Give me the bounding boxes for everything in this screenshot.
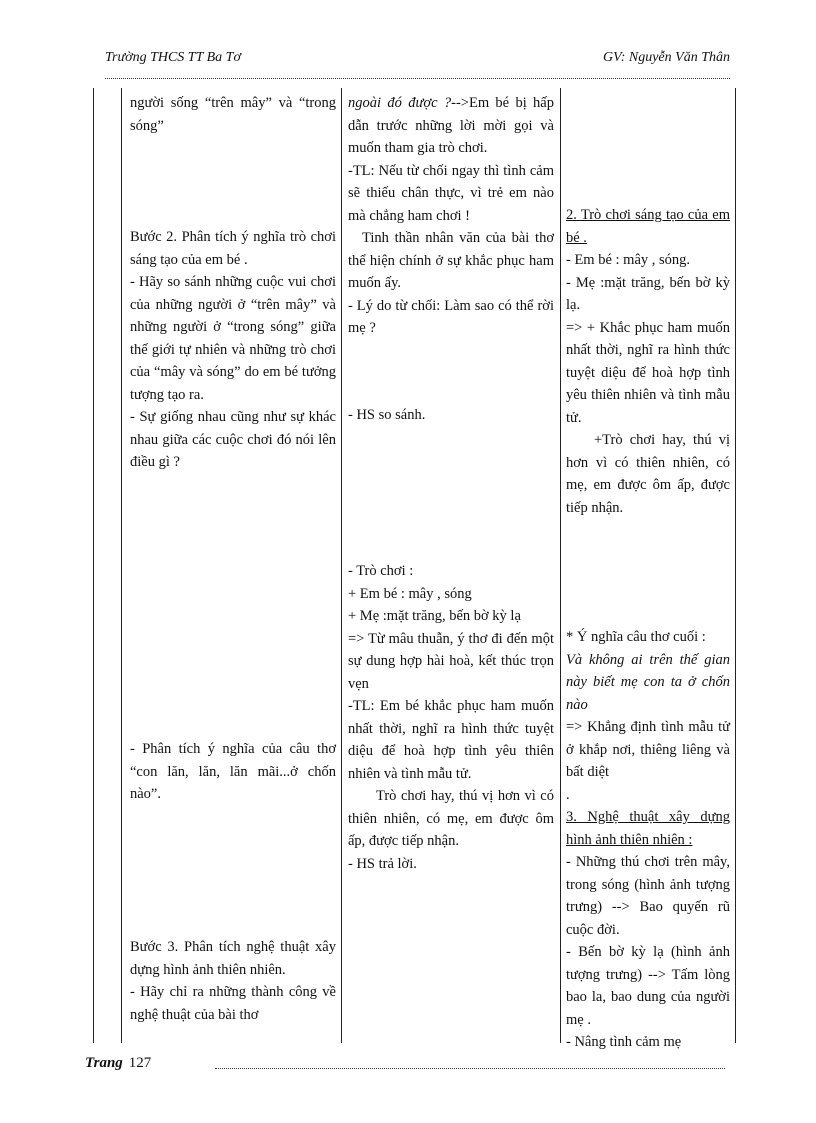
poem-quote: Và không ai trên thế gian này biết mẹ con ta ở chốn nào [566, 651, 730, 713]
page-number: 127 [128, 1055, 152, 1071]
content-text: => + Khắc phục ham muốn nhất thời, nghĩ ra hình thức tuyệt diệu để hoà hợp tình yêu thiên nhiên và tình mẫu tử. [566, 319, 730, 426]
section-heading: 2. Trò chơi sáng tạo của em bé . [566, 207, 730, 246]
page-footer [85, 1055, 151, 1072]
student-text: - HS so sánh. [348, 407, 426, 423]
student-text: -->Em bé bị hấp dẫn trước những lời mời gọi và muốn tham gia trò chơi. [348, 95, 554, 156]
table-divider-2 [341, 88, 342, 1043]
student-text: - Trò chơi : [348, 563, 414, 579]
teacher-text: người sống “trên mây” và “trong sóng” [130, 95, 336, 134]
footer-dotted-line [215, 1068, 725, 1069]
student-text: - HS trả lời. [348, 855, 417, 872]
student-activity-column [348, 92, 554, 340]
student-text: -TL: Nếu từ chối ngay thì tình cảm sẽ thiếu chân thực, vì trẻ em nào mà chẳng ham chơi ! [348, 162, 554, 224]
table-divider-3 [560, 88, 561, 1043]
student-text: + Em bé : mây , sóng [348, 585, 472, 602]
student-text [348, 92, 554, 160]
teacher-text: - Hãy chỉ ra những thành công về nghệ thuật của bài thơ [130, 984, 336, 1023]
page-header [105, 50, 730, 72]
teacher-step-3 [130, 936, 336, 1026]
content-text: . [566, 786, 570, 803]
student-text: - Lý do từ chối: Làm sao có thể rời mẹ ? [348, 297, 554, 336]
content-text: - Những thú chơi trên mây, trong sóng (hình ảnh tượng trưng) --> Bao quyến rũ cuộc đời. [566, 854, 730, 938]
table-border-right [735, 88, 736, 1043]
teacher-text: - Sự giống nhau cũng như sự khác nhau giữa các cuộc chơi đó nói lên điều gì ? [130, 409, 336, 470]
content-text: - Mẹ :mặt trăng, bến bờ kỳ lạ. [566, 274, 730, 313]
student-text: => Từ mâu thuẫn, ý thơ đi đến một sự dung hợp hài hoà, kết thúc trọn vẹn [348, 630, 554, 692]
teacher-name: GV: Nguyễn Văn Thân [602, 50, 730, 65]
table-border-left [93, 88, 94, 1043]
teacher-text: - Hãy so sánh những cuộc vui chơi của những người ở “trên mây” và những người ở “trong sóng” giữa thế giới tự nhiên và những trò chơi của “mây và sóng” do em bé tưởng tượng tạo ra. [130, 274, 336, 403]
student-text: + Mẹ :mặt trăng, bến bờ kỳ lạ [348, 608, 521, 624]
page-label: Trang [85, 1055, 123, 1071]
teacher-step-2 [130, 226, 336, 474]
content-text: - Em bé : mây , sóng. [566, 252, 691, 268]
teacher-text: - Phân tích ý nghĩa của câu thơ “con lăn, lăn, lăn mãi...ở chốn nào”. [130, 741, 336, 802]
student-compare [348, 404, 554, 427]
content-poem-meaning [566, 626, 730, 1054]
content-text: +Trò chơi hay, thú vị hơn vì có thiên nhiên, có mẹ, em được ôm ấp, được tiếp nhận. [566, 432, 730, 516]
student-text: -TL: Em bé khắc phục ham muốn nhất thời, nghĩ ra hình thức tuyệt diệu để hoà hợp tình yêu thiên nhiên và tình mẫu tử. [348, 698, 554, 782]
content-column [566, 204, 730, 519]
teacher-text: Bước 2. Phân tích ý nghĩa trò chơi sáng tạo của em bé . [130, 229, 336, 268]
content-text: => Khẳng định tình mẫu tử ở khắp nơi, thiêng liêng và bất diệt [566, 719, 730, 780]
teacher-text: Bước 3. Phân tích nghệ thuật xây dựng hình ảnh thiên nhiên. [130, 939, 336, 978]
content-text: - Bến bờ kỳ lạ (hình ảnh tượng trưng) --> Tấm lòng bao la, bao dung của người mẹ . [566, 944, 730, 1028]
content-text: - Nâng tình cảm mẹ [566, 1034, 682, 1050]
teacher-question [130, 738, 336, 806]
student-text-italic: ngoài đó được ? [348, 95, 452, 111]
student-games [348, 560, 554, 875]
teacher-activity-column [130, 92, 336, 137]
section-heading: 3. Nghệ thuật xây dựng hình ảnh thiên nhiên : [566, 809, 730, 848]
content-text: * Ý nghĩa câu thơ cuối : [566, 629, 706, 645]
school-name: Trường THCS TT Ba Tơ [105, 50, 241, 65]
student-text: Trò chơi hay, thú vị hơn vì có thiên nhiên, có mẹ, em được ôm ấp, được tiếp nhận. [348, 788, 554, 849]
table-divider-1 [121, 88, 122, 1043]
student-text: Tinh thần nhân văn của bài thơ thể hiện chính ở sự khắc phục ham muốn ấy. [348, 230, 554, 291]
header-divider [105, 78, 730, 79]
